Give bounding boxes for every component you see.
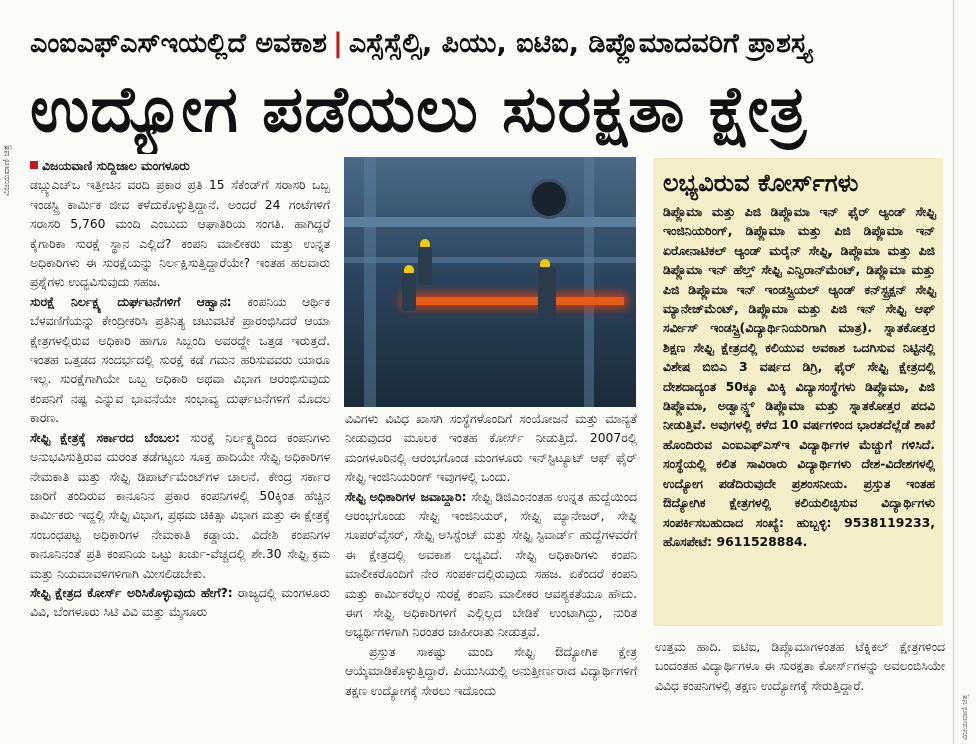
paragraph: ಸೇಫ್ಟಿ ಕ್ಷೇತ್ರದ ಕೋರ್ಸ್ ಅರಿಸಿಕೊಳ್ಳುವುದು ಹೇಗೆ?: ರಾಜ್ಯದಲ್ಲಿ ಮಂಗಳೂರು ವಿವಿ, ಬೆಂಗಳೂರು ಸಿಟಿ ವಿವಿ ಮತ್ತು ಮೈಸೂರು (30, 585, 330, 620)
courses-sidebar-box (653, 158, 943, 626)
photo-credit-left: ವಿಜಯವಾಣಿ ಚಿತ್ರ (2, 145, 12, 196)
subhead: ಸೇಫ್ಟಿ ಅಧಿಕಾರಿಗಳ ಜವಾಬ್ದಾರಿ: (345, 489, 467, 504)
kicker-separator: | (332, 28, 343, 59)
subhead: ಸುರಕ್ಷೆ ನಿರ್ಲಕ್ಷ್ಯ ದುರ್ಘಟನೆಗಳಿಗೆ ಆಹ್ವಾನ: (30, 294, 232, 309)
box-text: ಡಿಪ್ಲೊಮಾ ಮತ್ತು ಪಿಜಿ ಡಿಪ್ಲೊಮಾ ಇನ್ ಫೈರ್ ಆ್ಯಂಡ್ ಸೇಫ್ಟಿ ಇಂಜಿನಿಯರಿಂಗ್, ಡಿಪ್ಲೊಮಾ ಮತ್ತು ಪಿಜಿ ಡಿಪ್ಲೊಮಾ ಇನ್ ಏರೋನಾಟಿಕಲ್ ಆ್ಯಂಡ್ ಮರೈನ್ ಸೇಫ್ಟಿ, ಡಿಪ್ಲೊಮಾ ಮತ್ತು ಪಿಜಿ ಡಿಪ್ಲೊಮಾ ಇನ್ ಹೆಲ್ತ್ ಸೇಫ್ಟಿ ಎನ್ವಿರಾನ್‌ಮೆಂಟ್, ಡಿಪ್ಲೊಮಾ ಮತ್ತು ಪಿಜಿ ಡಿಪ್ಲೊಮಾ ಇನ್ ಇಂಡಸ್ಟ್ರಿಯಲ್ ಆ್ಯಂಡ್ ಕನ್‌ಸ್ಟ್ರಕ್ಷನ್ ಸೇಫ್ಟಿ ಮ್ಯಾನೇಜ್‌ಮೆಂಟ್, ಡಿಪ್ಲೊಮಾ ಮತ್ತು ಪಿಜಿ ಇನ್ ಸೇಫ್ಟಿ ಆಫ್ ಸರ್ವೀಸ್ ಇಂಡಸ್ಟ್ರಿ(ವಿದ್ಯಾರ್ಥಿನಿಯರಿಗಾಗಿ ಮಾತ್ರ). ಸ್ನಾತಕೋತ್ತರ ಶಿಕ್ಷಣ ಸೇಫ್ಟಿ ಕ್ಷೇತ್ರದಲ್ಲಿ ಕಲಿಯುವ ಅವಕಾಶ ಒದಗಿಸುವ ನಿಟ್ಟಿನಲ್ಲಿ ವಿಶೇಷ ಬಿಬಿಎ 3 ವರ್ಷದ ಡಿಗ್ರಿ, ಫೈರ್ ಸೇಫ್ಟಿ ಕ್ಷೇತ್ರದಲ್ಲಿ ದೇಶದಾದ್ಯಂತ 50ಕ್ಕೂ ಮಿಕ್ಕಿ ವಿದ್ಯಾಸಂಸ್ಥೆಗಳು ಡಿಪ್ಲೊಮಾ, ಪಿಜಿ ಡಿಪ್ಲೊಮಾ, ಅಡ್ವಾನ್ಸ್ಡ್ ಡಿಪ್ಲೊಮಾ ಮತ್ತು ಸ್ನಾತಕೋತ್ತರ ಪದವಿ ನೀಡುತ್ತಿವೆ. ಅವುಗಳಲ್ಲಿ ಕಳೆದ 10 ವರ್ಷಗಳಿಂದ ಭಾರತದೆಲ್ಲೆಡೆ ಶಾಖೆ ಹೊಂದಿರುವ ಎಂಐಎಫ್‌ಎಸ್‌ಇ ವಿದ್ಯಾರ್ಥಿಗಳ ಮೆಚ್ಚುಗೆ ಗಳಿಸಿದೆ. ಸಂಸ್ಥೆಯಲ್ಲಿ ಕಲಿತ ಸಾವಿರಾರು ವಿದ್ಯಾರ್ಥಿಗಳು ದೇಶ-ವಿದೇಶಗಳಲ್ಲಿ ಉದ್ಯೋಗ ಪಡೆದಿರುವುದೇ ಪ್ರಶಂಸನೀಯ. ಪ್ರಸ್ತುತ ಇಂತಹ ಔದ್ಯೋಗಿಕ ಕ್ಷೇತ್ರಗಳಲ್ಲಿ ಕಲಿಯಲಿಚ್ಛಿಸುವ ವಿದ್ಯಾರ್ಥಿಗಳು ಸಂಪರ್ಕಿಸಬಹುದಾದ ಸಂಖ್ಯೆ: ಹುಬ್ಬಳ್ಳಿ: 9538119233, ಹೊಸಪೇಟೆ: 9611528884. (663, 204, 935, 549)
kicker-right: ಎಸ್ಸೆಸ್ಸೆಲ್ಸಿ, ಪಿಯು, ಐಟಿಐ, ಡಿಪ್ಲೊಮಾದವರಿಗೆ ಪ್ರಾಶಸ್ತ್ಯ (348, 28, 811, 59)
industrial-workers-photo (344, 157, 636, 407)
paragraph: ಡಬ್ಲ್ಯುಎಚ್ಒ ಇತ್ತೀಚಿನ ವರದಿ ಪ್ರಕಾರ ಪ್ರತಿ 15 ಸೆಕೆಂಡ್‌ಗೆ ಸರಾಸರಿ ಒಬ್ಬ ಇಂಡಸ್ಟ್ರಿ ಕಾರ್ಮಿಕ ಜೀವ ಕಳೆದುಕೊಳ್ಳುತ್ತಿದ್ದಾನೆ. ಅಂದರೆ 24 ಗಂಟೆಗಳಿಗೆ ಸರಾಸರಿ 5,760 ಮಂದಿ ಎಂಬುದು ಆಘಾತಿರಿಯ ಸಂಗತಿ. ಹಾಗಿದ್ದರೆ ಕೈಗಾರಿಕಾ ಸುರಕ್ಷೆ ಸ್ಥಾನ ಎಲ್ಲಿದೆ? ಕಂಪನಿ ಮಾಲೀಕರು ಮತ್ತು ಉನ್ನತ ಅಧಿಕಾರಿಗಳು ಈ ಸುರಕ್ಷೆಯನ್ನು ನಿರ್ಲಕ್ಷಿಸುತ್ತಿದ್ದಾರೆಯೇ? ಇಂತಹ ಹಲವಾರು ಪ್ರಶ್ನೆಗಳು ಉದ್ಭವಿಸುವುದು ಸಹಜ. (30, 178, 330, 290)
paragraph: ಸೇಫ್ಟಿ ಅಧಿಕಾರಿಗಳ ಜವಾಬ್ದಾರಿ: ಸೇಫ್ಟಿ ಡಿಜಿಎಂನಂತಹ ಉನ್ನತ ಹುದ್ದೆಯಿಂದ ಆರಂಭಗೊಂಡು ಸೇಫ್ಟಿ ಇಂಜಿನಿಯರ್, ಸೇಫ್ಟಿ ಮ್ಯಾನೇಜರ್, ಸೇಫ್ಟಿ ಸೂಪರ್‌ವೈಸರ್, ಸೇಫ್ಟಿ ಅಸಿಸ್ಟೆಂಟ್ ಮತ್ತು ಸೇಫ್ಟಿ ಸ್ಟಿವಾರ್ಡ್ ಹುದ್ದೆಗಳವರೆಗೆ ಈ ಕ್ಷೇತ್ರದಲ್ಲಿ ಅವಕಾಶ ಲಭ್ಯವಿದೆ. ಸೇಫ್ಟಿ ಅಧಿಕಾರಿಗಳು ಕಂಪನಿ ಮಾಲೀಕರೊಂದಿಗೆ ನೇರ ಸಂಪರ್ಕದಲ್ಲಿರುವುದು ಸಹಜ. ಏಕೆಂದರೆ ಕಂಪನಿ ಮತ್ತು ಕಾರ್ಮಿಕರೆಲ್ಲರ ಸುರಕ್ಷೆ ಕಂಪನಿ ಮಾಲೀಕರ ಆವಶ್ಯಕತೆಯೂ ಹೌದು. ಈಗ ಸೇಫ್ಟಿ ಅಧಿಕಾರಿಗಳಿಗೆ ಎಲ್ಲಿಲ್ಲದ ಬೇಡಿಕೆ ಉಂಟಾಗಿದ್ದು, ನುರಿತ ಅಭ್ಯರ್ಥಿಗಳಿಗಾಗಿ ನಿರಂತರ ಜಾಹೀರಾತು ನೀಡುತ್ತವೆ. (345, 489, 637, 640)
box-title: ಲಭ್ಯವಿರುವ ಕೋರ್ಸ್‌ಗಳು (663, 169, 859, 197)
paragraph: ಉತ್ತಮ ಹಾದಿ. ಐಟಿಐ, ಡಿಪ್ಲೊಮಾಗಳಂತಹ ಟೆಕ್ನಿಕಲ್ ಕ್ಷೇತ್ರಗಳಿಂದ ಬಂದಂತಹ ವಿದ್ಯಾರ್ಥಿಗಳೂ ಈ ಸುರಕ್ಷತಾ ಕೋರ್ಸ್‌ಗಳನ್ನು ಅವಲಂಬಿಸಿಯೇ ವಿವಿಧ ಕಂಪನಿಗಳಲ್ಲಿ ತಕ್ಷಣ ಉದ್ಯೋಗಕ್ಕೆ ಸೇರುತ್ತಿದ್ದಾರೆ. (655, 640, 945, 693)
contact-phones: ಹುಬ್ಬಳ್ಳಿ: 9538119233, ಹೊಸಪೇಟೆ: 9611528884. (663, 514, 935, 549)
article-column-2 (345, 410, 637, 740)
paragraph: ಪ್ರಸ್ತುತ ಸಾಕಷ್ಟು ಮಂದಿ ಸೇಫ್ಟಿ ಔದ್ಯೋಗಿಕ ಕ್ಷೇತ್ರ ಆಯ್ಕೆಮಾಡಿಕೊಳ್ಳುತ್ತಿದ್ದಾರೆ. ಪಿಯುಸಿಯಲ್ಲಿ ಅನುತ್ತೀರ್ಣರಾದ ವಿದ್ಯಾರ್ಥಿಗಳಿಗೆ ತಕ್ಷಣ ಉದ್ಯೋಗಕ್ಕೆ ಸೇರಲು ಇದೊಂದು (345, 644, 637, 698)
paragraph: ಸೇಫ್ಟಿ ಕ್ಷೇತ್ರಕ್ಕೆ ಸರ್ಕಾರದ ಬೆಂಬಲ: ಸುರಕ್ಷೆ ನಿರ್ಲಕ್ಷ್ಯದಿಂದ ಕಂಪನಿಗಳು ಅನುಭವಿಸುತ್ತಿರುವ ದುರಂತ ತಡೆಗಟ್ಟಲು ಸೂಕ್ತ ಹಾದಿಯೇ ಸೇಫ್ಟಿ ಅಧಿಕಾರಿಗಳ ನೇಮಕಾತಿ ಮತ್ತು ಸೇಫ್ಟಿ ಡಿಪಾರ್ಟ್‌ಮೆಂಟ್‌ಗಳ ಚಾಲನೆ. ಕೇಂದ್ರ ಸರ್ಕಾರ ಜಾರಿಗೆ ತಂದಿರುವ ಕಾನೂನಿನ ಪ್ರಕಾರ ಕಂಪನಿಗಳಲ್ಲಿ 50ಕ್ಕಿಂತ ಹೆಚ್ಚಿನ ಕಾರ್ಮಿಕರು ಇದ್ದಲ್ಲಿ ಸೇಫ್ಟಿ ವಿಭಾಗ, ಪ್ರಥಮ ಚಿಕಿತ್ಸಾ ವಿಭಾಗ ಮತ್ತು ಈ ಕ್ಷೇತ್ರಕ್ಕೆ ಸಂಬಂಧಪಟ್ಟ ಅಧಿಕಾರಿಗಳ ನೇಮಕಾತಿ ಕಡ್ಡಾಯ. ವಿದೇಶಿ ಕಂಪನಿಗಳ ಕಾನೂನಿನಂತೆ ಪ್ರತಿ ಕಂಪನಿಯ ಒಟ್ಟು ಖರ್ಚು-ವೆಚ್ಚದಲ್ಲಿ ಶೇ.30 ಸೇಫ್ಟಿ ಕ್ರಮ ಮತ್ತು ನಿಯಮಾವಳಿಗಳಿಗಾಗಿ ಮೀಸಲಿಡಬೇಕು. (30, 430, 330, 581)
subhead: ಸೇಫ್ಟಿ ಕ್ಷೇತ್ರಕ್ಕೆ ಸರ್ಕಾರದ ಬೆಂಬಲ: (30, 430, 180, 445)
kicker-left: ಎಂಐಎಫ್ಎಸ್ಇಯಲ್ಲಿದೆ ಅವಕಾಶ (30, 28, 327, 59)
byline-square-icon (30, 161, 38, 169)
photo-credit-right: ವಿಜಯವಾಣಿ ಚಿತ್ರ (960, 694, 969, 740)
article-column-3 (655, 638, 945, 742)
article-column-1 (30, 157, 330, 742)
page-edge-bar (953, 0, 976, 744)
subhead: ಸೇಫ್ಟಿ ಕ್ಷೇತ್ರದ ಕೋರ್ಸ್ ಅರಿಸಿಕೊಳ್ಳುವುದು ಹೇಗೆ?: (30, 585, 233, 600)
kicker-line (30, 24, 950, 64)
byline: ವಿಜಯವಾಣಿ ಸುದ್ದಿಜಾಲ ಮಂಗಳೂರು (30, 157, 330, 176)
paragraph: ಸುರಕ್ಷೆ ನಿರ್ಲಕ್ಷ್ಯ ದುರ್ಘಟನೆಗಳಿಗೆ ಆಹ್ವಾನ: ಕಂಪನಿಯ ಆರ್ಥಿಕ ಬೆಳವಣಿಗೆಯನ್ನು ಕೇಂದ್ರೀಕರಿಸಿ ಪ್ರತಿನಿತ್ಯ ಚಟುವಟಿಕೆ ಪ್ರಾರಂಭಿಸಿದರೆ ಆಯಾ ಕ್ಷೇತ್ರಗಳಲ್ಲಿರುವ ಅಧಿಕಾರಿ ಹಾಗೂ ಸಿಬ್ಬಂದಿ ಅವರದ್ದೇ ಒತ್ತಡ ಇರುತ್ತದೆ. ಇಂತಹ ಒತ್ತಡದ ಸಂದರ್ಭದಲ್ಲಿ ಸುರಕ್ಷೆ ಕಡೆ ಗಮನ ಹರಿಸುವವರು ಯಾರೂ ಇಲ್ಲ. ಸುರಕ್ಷೆಗಾಗಿಯೇ ಒಬ್ಬ ಅಧಿಕಾರಿ ಅಥವಾ ವಿಭಾಗ ಆರಂಭಿಸುವುದು ಕಂಪನಿಗೆ ನಷ್ಟ ಎನ್ನುವ ಭಾವನೆಯೇ ಸಂಭಾವ್ಯ ದುರ್ಘಟನೆಗಳಿಗೆ ಮೊದಲ ಕಾರಣ. (30, 294, 330, 426)
headline: ಉದ್ಯೋಗ ಪಡೆಯಲು ಸುರಕ್ಷತಾ ಕ್ಷೇತ್ರ (30, 73, 808, 147)
paragraph: ವಿವಿಗಳು ವಿವಿಧ ಖಾಸಗಿ ಸಂಸ್ಥೆಗಳೊಂದಿಗೆ ಸಂಯೋಜನೆ ಮತ್ತು ಮಾನ್ಯತೆ ನೀಡುವುದರ ಮೂಲಕ ಇಂತಹ ಕೋರ್ಸ್ ನೀಡುತ್ತಿದೆ. 2007ರಲ್ಲಿ ಮಂಗಳೂರಿನಲ್ಲಿ ಆರಂಭಗೊಂಡ ಮಂಗಳೂರು ಇನ್‌ಸ್ಟಿಟ್ಯೂಟ್ ಆಫ್ ಫೈರ್ ಸೇಫ್ಟಿ ಇಂಜಿನಿಯರಿಂಗ್ ಇವುಗಳಲ್ಲಿ ಒಂದು. (345, 412, 637, 485)
